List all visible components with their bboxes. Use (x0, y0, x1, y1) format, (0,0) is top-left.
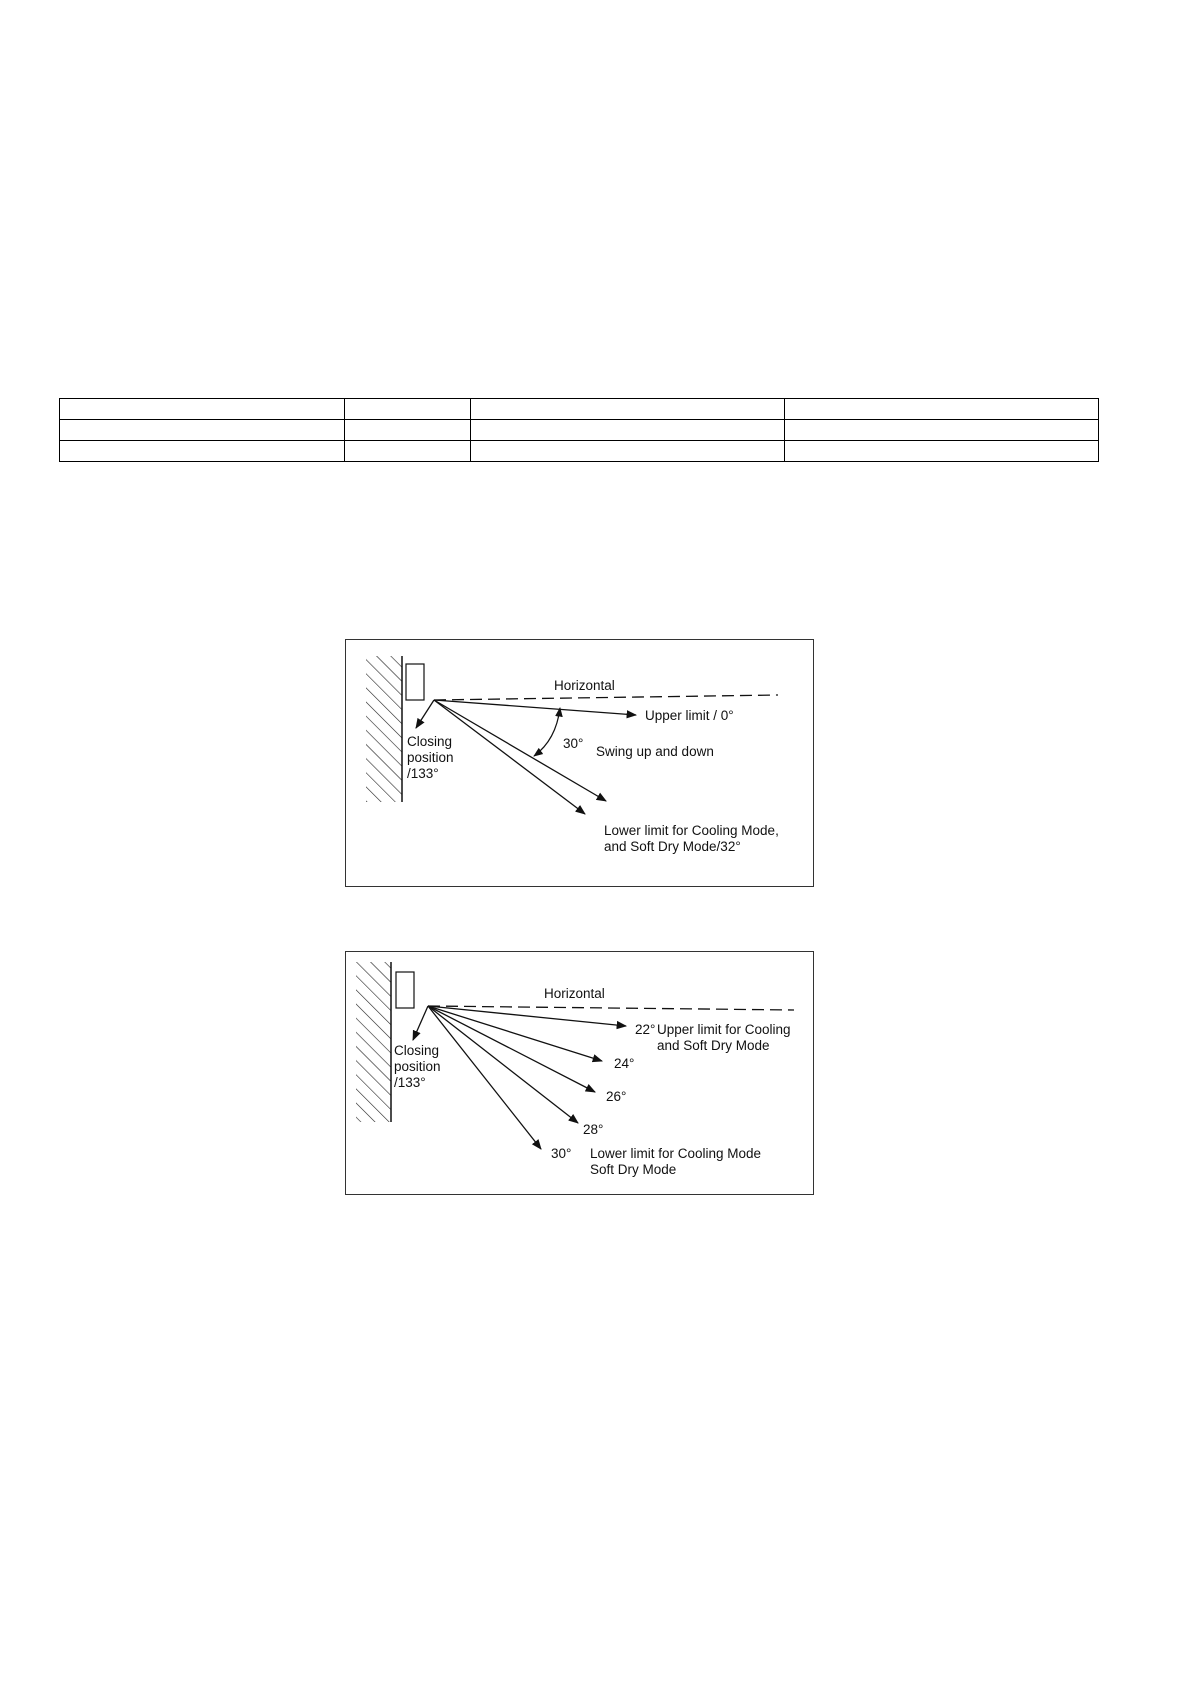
upper-limit-arrow (434, 700, 636, 715)
table-cell (345, 399, 471, 420)
upper-limit-label: Upper limit / 0° (645, 708, 734, 723)
horizontal-line (434, 695, 778, 700)
table-cell (60, 441, 345, 462)
table-row (60, 420, 1099, 441)
closing-position-arrow (416, 700, 434, 728)
angle-label: 30° (563, 736, 584, 751)
table-cell (345, 420, 471, 441)
indoor-unit (396, 972, 414, 1008)
empty-table (59, 398, 1099, 462)
wall-hatching (366, 656, 402, 802)
lower-limit-arrow-2 (434, 700, 585, 814)
indoor-unit (406, 664, 424, 700)
angle-30-label: 30° (551, 1146, 572, 1161)
angle-arc (534, 708, 560, 756)
table-row (60, 399, 1099, 420)
horizontal-line (428, 1006, 794, 1010)
table-cell (785, 399, 1099, 420)
arrow-26 (428, 1006, 595, 1092)
horizontal-label: Horizontal (554, 678, 615, 693)
table-cell (60, 399, 345, 420)
wall-hatching (356, 962, 391, 1122)
closing-position-label: Closing position /133° (394, 1043, 441, 1090)
upper-limit-label: Upper limit for Cooling and Soft Dry Mode (657, 1022, 791, 1053)
swing-label: Swing up and down (596, 744, 714, 759)
horizontal-label: Horizontal (544, 986, 605, 1001)
table-cell (785, 441, 1099, 462)
closing-position-arrow (413, 1006, 428, 1040)
angle-28-label: 28° (583, 1122, 604, 1137)
closing-position-label: Closing position /133° (407, 734, 454, 781)
angle-22-label: 22° (635, 1022, 656, 1037)
louver-angle-diagram (345, 951, 814, 1195)
table-row (60, 441, 1099, 462)
lower-limit-label: Lower limit for Cooling Mode Soft Dry Mode (590, 1146, 762, 1177)
table-cell (471, 420, 785, 441)
table-cell (785, 420, 1099, 441)
table-cell (60, 420, 345, 441)
louver-swing-diagram (345, 639, 814, 887)
arrow-28 (428, 1006, 578, 1123)
table-cell (345, 441, 471, 462)
table-cell (471, 399, 785, 420)
angle-26-label: 26° (606, 1089, 627, 1104)
arrow-30 (428, 1006, 541, 1149)
table-cell (471, 441, 785, 462)
angle-24-label: 24° (614, 1056, 635, 1071)
lower-limit-label: Lower limit for Cooling Mode, and Soft Dry Mode/32° (604, 823, 779, 854)
